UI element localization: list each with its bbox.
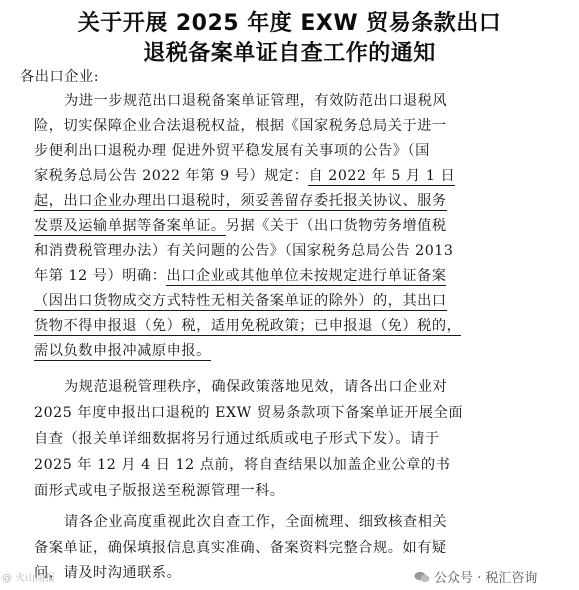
text-line: 面形式或电子版报送至税源管理一科。 bbox=[34, 483, 285, 499]
watermark-left: @ 火山雨报 bbox=[2, 573, 56, 584]
watermark-right bbox=[410, 566, 541, 587]
text-line: 险，切实保障企业合法退税权益，根据《国家税务总局关于进一 bbox=[34, 118, 447, 134]
text-line bbox=[34, 317, 461, 335]
text-line: 问，请及时沟通联系。 bbox=[34, 565, 182, 581]
text-line bbox=[34, 217, 447, 235]
text-line: 请各企业高度重视此次自查工作，全面梳理、细致核查相关 bbox=[64, 514, 448, 530]
text-line: 2025 年度申报出口退税的 EXW 贸易条款项下备案单证开展全面 bbox=[34, 405, 464, 421]
text-line bbox=[34, 167, 455, 185]
notice-title-line1: 关于开展 2025 年度 EXW 贸易条款出口 bbox=[77, 11, 502, 36]
text-line: 2025 年 12 月 4 日 12 点前，将自查结果以加盖企业公章的书 bbox=[34, 457, 451, 473]
text-line: 为进一步规范出口退税备案单证管理，有效防范出口退税风 bbox=[64, 93, 448, 109]
text-line: 步便利出口退税办理 促进外贸平稳发展有关事项的公告》（国 bbox=[34, 143, 430, 159]
underlined-segment: （因出口货物成交方式特性无相关备案单证的除外）的，其出口 bbox=[34, 293, 447, 309]
underlined-segment: 需以负数申报冲减原申报。 bbox=[34, 343, 211, 359]
underlined-segment: 出口企业或其他单位未按规定进行单证备案 bbox=[166, 268, 447, 284]
text-line bbox=[34, 192, 447, 210]
text-line: 备案单证，确保填报信息真实准确、备案资料完整合规。如有疑 bbox=[34, 540, 447, 556]
text-line: 为规范退税管理秩序，确保政策落地见效，请各出口企业对 bbox=[64, 379, 448, 395]
underlined-segment: 发票及运输单据等备案单证。 bbox=[34, 218, 226, 234]
text-line: 和消费税管理办法）有关问题的公告》（国家税务总局公告 2013 bbox=[34, 243, 454, 259]
notice-title-line2: 退税备案单证自查工作的通知 bbox=[143, 41, 436, 66]
text-line: 自查（报关单详细数据将另行通过纸质或电子形式下发）。请于 bbox=[34, 431, 440, 447]
text-segment: 另据《关于（出口货物劳务增值税 bbox=[225, 218, 447, 234]
underlined-segment: 自 2022 年 5 月 1 日 bbox=[308, 168, 456, 184]
salutation: 各出口企业: bbox=[20, 69, 100, 85]
underlined-segment: 起，出口企业办理出口退税时，须妥善留存委托报关协议、服务 bbox=[34, 193, 447, 209]
text-line bbox=[34, 342, 211, 360]
wechat-icon bbox=[414, 571, 430, 583]
text-line bbox=[34, 267, 446, 285]
text-segment: 年第 12 号）明确： bbox=[34, 268, 167, 284]
text-segment: 家税务总局公告 2022 年第 9 号）规定： bbox=[34, 168, 309, 184]
underlined-segment: 货物不得申报退（免）税，适用免税政策；已申报退（免）税的， bbox=[34, 318, 462, 334]
watermark-text: 公众号 · 税汇咨询 bbox=[434, 571, 538, 586]
text-line bbox=[34, 292, 447, 310]
